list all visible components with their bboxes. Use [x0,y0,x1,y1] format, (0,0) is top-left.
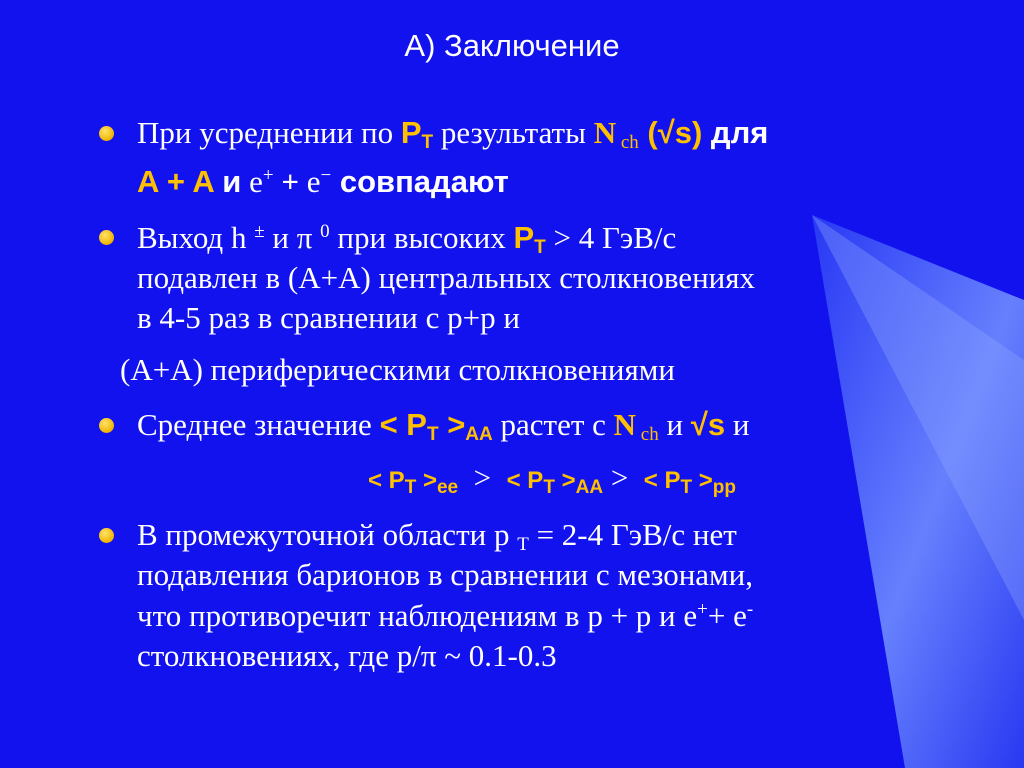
bullet-2-line-2: подавлен в (A+A) центральных столкновениях [137,260,756,295]
bullet-2-line-3: в 4-5 раз в сравнении с p+p и [137,300,520,335]
nch-symbol: N $_{ch}$ [593,115,639,153]
mean-pt-aa: < $P_T >_{AA}$ [506,467,604,498]
mean-pt-aa: < $P_T >_{AA}$ [379,407,493,445]
bullet-2 [99,230,114,245]
bullet-1 [99,126,114,141]
bullet-4-line-1: В промежуточной области p $_T$ = 2-4 ГэВ/с нет [137,517,737,555]
bullet-4-line-3: что противоречит наблюдениям в p + p и e++ e- [137,598,754,633]
mean-pt-ee: < $P_T >_{ee}$ [367,467,459,498]
bullet-1-line-1: При усреднении по $P_T$ результаты N $_{ch}$ (√s) для [137,115,769,153]
slide-title: А) Заключение [404,28,620,63]
bullet-3 [99,418,114,433]
pt-symbol: $P_T$ [400,115,434,153]
bullet-1-line-2: A + A и e+ + e− совпадают [137,164,509,199]
bullet-4 [99,528,114,543]
bullet-2-line-1: Выход h ± и π $^0$ при высоких $P_T > 4$ ГэВ/с [137,220,677,258]
bullet-2-line-4: (A+A) периферическими столкновениями [120,352,675,387]
bullet-4-line-2: подавления барионов в сравнении с мезонами, [137,557,754,592]
pt-symbol: $P_T$ [513,220,546,258]
bullet-4-line-4: столкновениях, где p/π ~ 0.1-0.3 [137,638,557,673]
nch-symbol: N $_{ch}$ [613,407,659,445]
bullet-3-line-1: Среднее значение < $P_T >_{AA}$ растет с N $_{ch}$ и √s и [137,407,750,445]
inequality-line: < $P_T >_{ee}$ > < $P_T >_{AA}$ > < $P_T >_{pp}$ [367,460,737,498]
mean-pt-pp: < $P_T >_{pp}$ [643,467,737,498]
